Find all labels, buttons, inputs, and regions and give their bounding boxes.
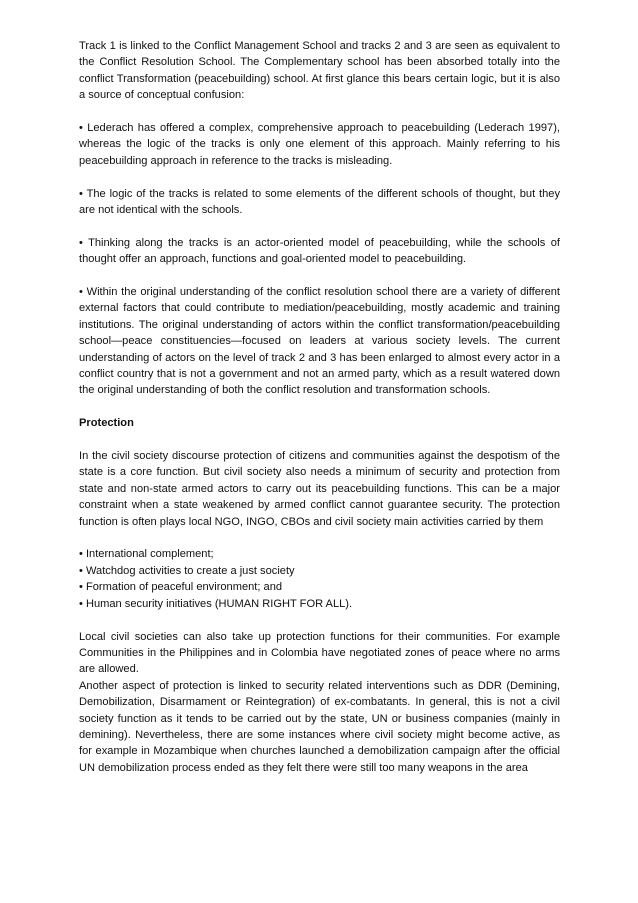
list-item: • Watchdog activities to create a just society: [79, 564, 295, 577]
point-actor-oriented: • Thinking along the tracks is an actor-oriented model of peacebuilding, while the schools of thought offer an approach, functions and goal-oriented model to peacebuilding.: [79, 236, 560, 266]
intro-paragraph: Track 1 is linked to the Conflict Management School and tracks 2 and 3 are seen as equivalent to the Conflict Resolution School. The Complementary school has been absorbed totally into the conflict Transformation (peacebuilding) school. At first glance this bears certain logic, but it is also a source of conceptual confusion:: [79, 40, 560, 102]
protection-paragraph-1: In the civil society discourse protection of citizens and communities against the despotism of the state is a core function. But civil society also needs a minimum of security and protection from state and non-state armed actors to carry out its peacebuilding functions. This can be a major constraint when a state weakened by armed conflict cannot guarantee security. The protection function is often plays local NGO, INGO, CBOs and civil society main activities carried by them: [79, 450, 560, 528]
document-page: [79, 38, 560, 776]
list-item: • Human security initiatives (HUMAN RIGHT FOR ALL).: [79, 597, 353, 610]
protection-heading: Protection: [79, 417, 134, 430]
list-item: • International complement;: [79, 548, 214, 561]
protection-list: [79, 546, 560, 612]
point-tracks-logic: • The logic of the tracks is related to some elements of the different schools of thought, but they are not identical with the schools.: [79, 187, 560, 217]
point-lederach: • Lederach has offered a complex, comprehensive approach to peacebuilding (Lederach 1997), whereas the logic of the tracks is only one element of this approach. Mainly referring to his peacebuilding approach in reference to the tracks is misleading.: [79, 122, 560, 167]
point-conflict-resolution: • Within the original understanding of the conflict resolution school there are a variety of different external factors that could contribute to mediation/peacebuilding, mostly academic and training institutions. The original understanding of actors within the conflict transformation/peacebuilding school—peace constituencies—focused on leaders at various society levels. The current understanding of actors on the level of track 2 and 3 has been enlarged to almost every actor in a conflict country that is not a government and not an armed party, which as a result watered down the original understanding of both the conflict resolution and transformation schools.: [79, 286, 560, 397]
protection-paragraph-2: Local civil societies can also take up protection functions for their communities. For example Communities in the Philippines and in Colombia have negotiated zones of peace where no arms are allowed.: [79, 630, 560, 676]
list-item: • Formation of peaceful environment; and: [79, 581, 283, 594]
protection-paragraph-3: Another aspect of protection is linked to security related interventions such as DDR (Demining, Demobilization, Disarmament or Reintegration) of ex-combatants. In general, this is not a civil society function as it tends to be carried out by the state, UN or business companies (mainly in demining). Nevertheless, there are some instances where civil society might become active, as for example in Mozambique when churches launched a demobilization campaign after the official UN demobilization process ended as they felt there were still too many weapons in the area: [79, 679, 560, 774]
